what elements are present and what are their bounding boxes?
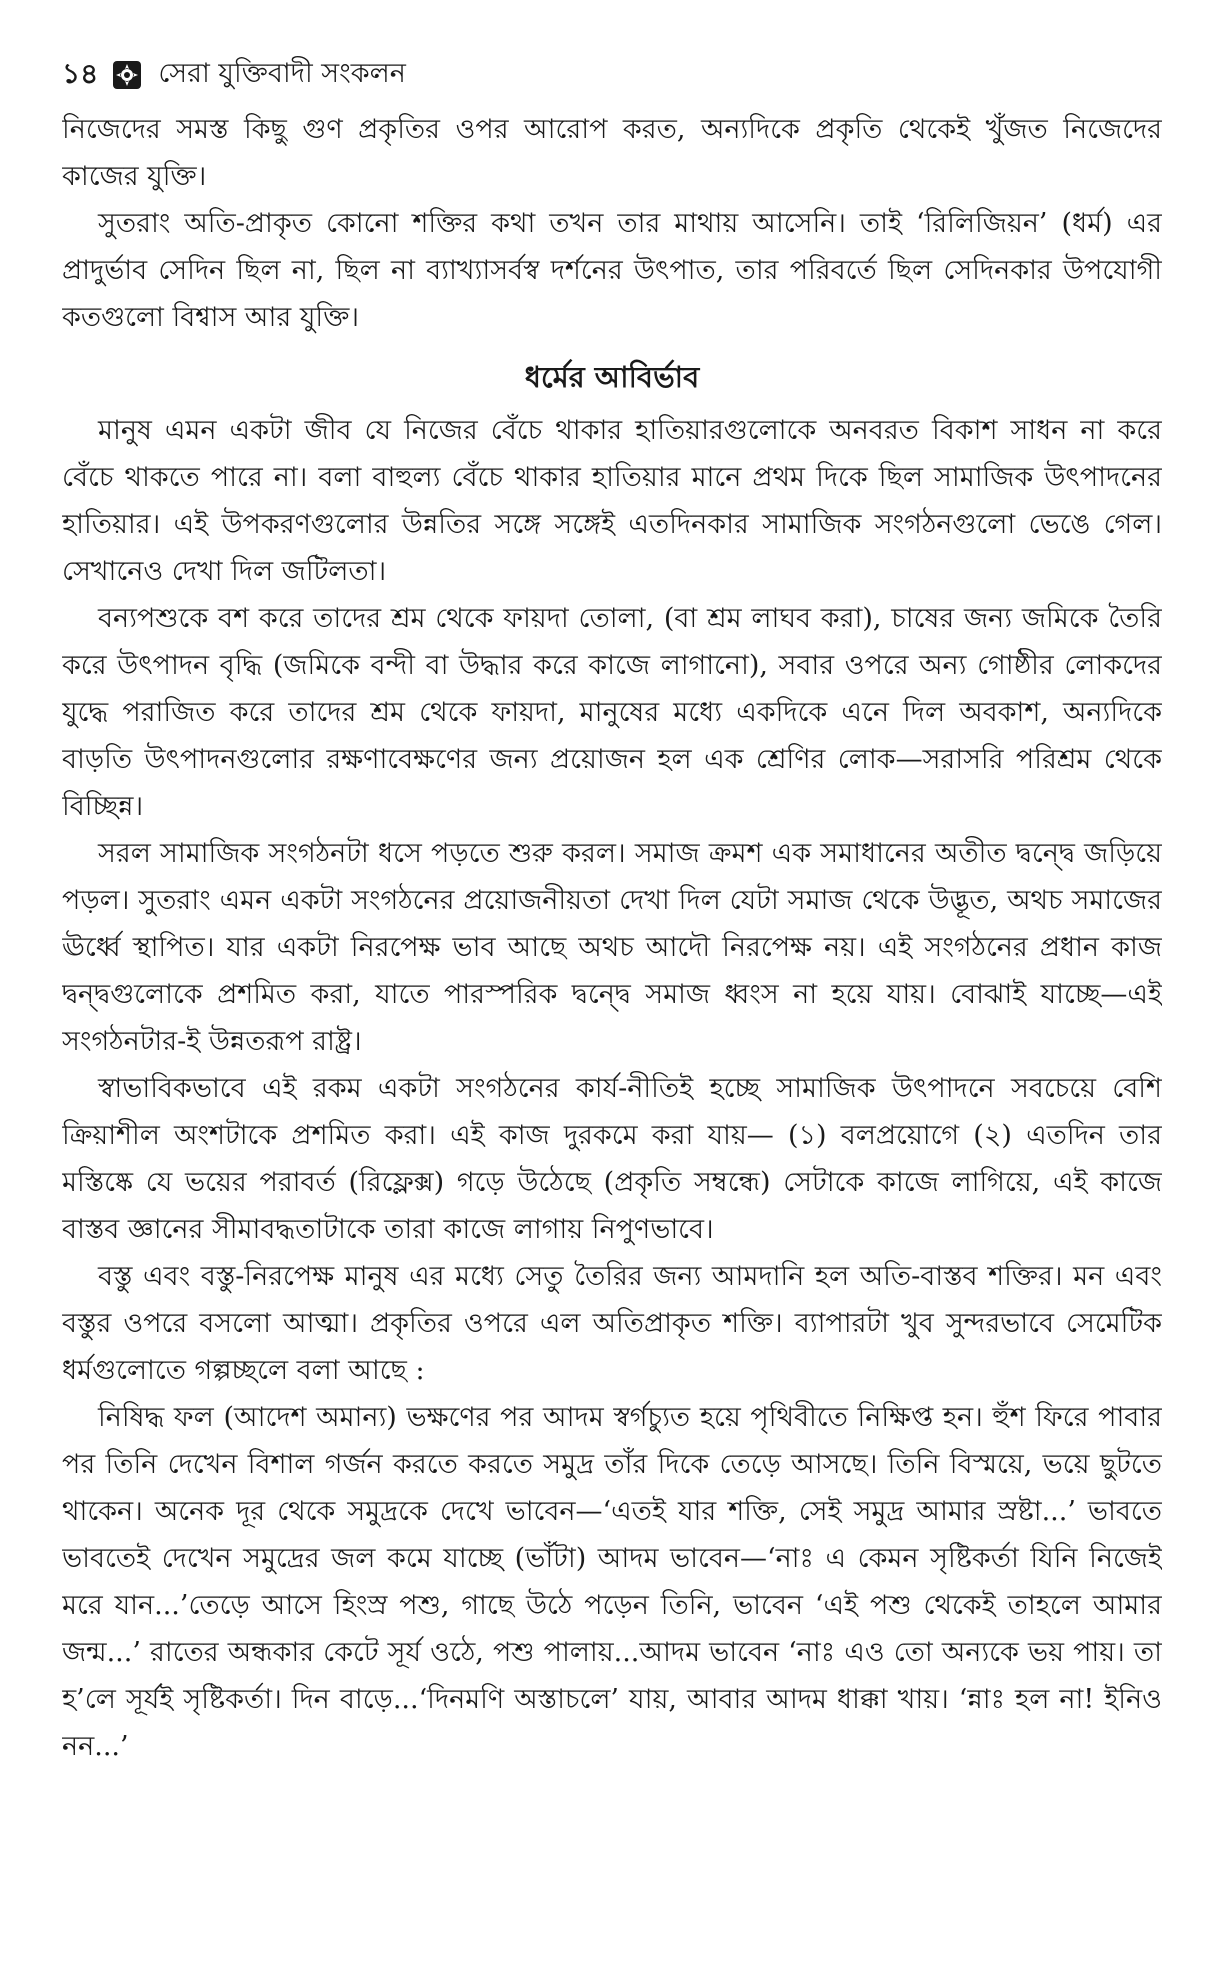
floral-ornament-icon (112, 60, 142, 90)
book-page (62, 50, 1162, 1950)
page-number: ১৪ (62, 56, 99, 90)
paragraph: বন্যপশুকে বশ করে তাদের শ্রম থেকে ফায়দা তোলা, (বা শ্রম লাঘব করা), চাষের জন্য জমিকে তৈরি করে উৎপাদন বৃদ্ধি (জমিকে বন্দী বা উদ্ধার করে কাজে লাগানো), সবার ওপরে অন্য গোষ্ঠীর লোকদের যুদ্ধে পরাজিত করে তাদের শ্রম থেকে ফায়দা, মানুষের মধ্যে একদিকে এনে দিল অবকাশ, অন্যদিকে বাড়তি উৎপাদনগুলোর রক্ষণাবেক্ষণের জন্য প্রয়োজন হল এক শ্রেণির লোক—সরাসরি পরিশ্রম থেকে বিচ্ছিন্ন। (62, 603, 1162, 822)
running-header (62, 50, 1162, 100)
paragraph: নিষিদ্ধ ফল (আদেশ অমান্য) ভক্ষণের পর আদম স্বর্গচ্যুত হয়ে পৃথিবীতে নিক্ষিপ্ত হন। হুঁশ ফিরে পাবার পর তিনি দেখেন বিশাল গর্জন করতে করতে সমুদ্র তাঁর দিকে তেড়ে আসছে। তিনি বিস্ময়ে, ভয়ে ছুটতে থাকেন। অনেক দূর থেকে সমুদ্রকে দেখে ভাবেন—‘এতই যার শক্তি, সেই সমুদ্র আমার স্রষ্টা...’ ভাবতে ভাবতেই দেখেন সমুদ্রের জল কমে যাচ্ছে (ভাঁটা) আদম ভাবেন—‘নাঃ এ কেমন সৃষ্টিকর্তা যিনি নিজেই মরে যান...’তেড়ে আসে হিংস্র পশু, গাছে উঠে পড়েন তিনি, ভাবেন ‘এই পশু থেকেই তাহলে আমার জন্ম...’ রাতের অন্ধকার কেটে সূর্য ওঠে, পশু পালায়...আদম ভাবেন ‘নাঃ এও তো অন্যকে ভয় পায়। তা হ’লে সূর্যই সৃষ্টিকর্তা। দিন বাড়ে...‘দিনমণি অস্তাচলে’ যায়, আবার আদম ধাক্কা খায়। ‘ন্নাঃ হল না! ইনিও নন...’ (62, 1402, 1162, 1762)
paragraph: মানুষ এমন একটা জীব যে নিজের বেঁচে থাকার হাতিয়ারগুলোকে অনবরত বিকাশ সাধন না করে বেঁচে থাকতে পারে না। বলা বাহুল্য বেঁচে থাকার হাতিয়ার মানে প্রথম দিকে ছিল সামাজিক উৎপাদনের হাতিয়ার। এই উপকরণগুলোর উন্নতির সঙ্গে সঙ্গেই এতদিনকার সামাজিক সংগঠনগুলো ভেঙে গেল। সেখানেও দেখা দিল জটিলতা। (62, 415, 1162, 587)
section-heading: ধর্মের আবির্ভাব (524, 360, 700, 394)
book-title: সেরা যুক্তিবাদী সংকলন (158, 57, 406, 89)
paragraph: নিজেদের সমস্ত কিছু গুণ প্রকৃতির ওপর আরোপ করত, অন্যদিকে প্রকৃতি থেকেই খুঁজত নিজেদের কাজের যুক্তি। (62, 114, 1162, 192)
paragraph: সরল সামাজিক সংগঠনটা ধসে পড়তে শুরু করল। সমাজ ক্রমশ এক সমাধানের অতীত দ্বন্দ্বে জড়িয়ে পড়ল। সুতরাং এমন একটা সংগঠনের প্রয়োজনীয়তা দেখা দিল যেটা সমাজ থেকে উদ্ভূত, অথচ সমাজের ঊর্ধ্বে স্থাপিত। যার একটা নিরপেক্ষ ভাব আছে অথচ আদৌ নিরপেক্ষ নয়। এই সংগঠনের প্রধান কাজ দ্বন্দ্বগুলোকে প্রশমিত করা, যাতে পারস্পরিক দ্বন্দ্বে সমাজ ধ্বংস না হয়ে যায়। বোঝাই যাচ্ছে—এই সংগঠনটার-ই উন্নতরূপ রাষ্ট্র। (62, 838, 1162, 1057)
paragraph: বস্তু এবং বস্তু-নিরপেক্ষ মানুষ এর মধ্যে সেতু তৈরির জন্য আমদানি হল অতি-বাস্তব শক্তির। মন এবং বস্তুর ওপরে বসলো আত্মা। প্রকৃতির ওপরে এল অতিপ্রাকৃত শক্তি। ব্যাপারটা খুব সুন্দরভাবে সেমেটিক ধর্মগুলোতে গল্পচ্ছলে বলা আছে : (62, 1261, 1162, 1386)
paragraph: স্বাভাবিকভাবে এই রকম একটা সংগঠনের কার্য-নীতিই হচ্ছে সামাজিক উৎপাদনে সবচেয়ে বেশি ক্রিয়াশীল অংশটাকে প্রশমিত করা। এই কাজ দুরকমে করা যায়— (১) বলপ্রয়োগে (২) এতদিন তার মস্তিষ্কে যে ভয়ের পরাবর্ত (রিফ্লেক্স) গড়ে উঠেছে (প্রকৃতি সম্বন্ধে) সেটাকে কাজে লাগিয়ে, এই কাজে বাস্তব জ্ঞানের সীমাবদ্ধতাটাকে তারা কাজে লাগায় নিপুণভাবে। (62, 1073, 1162, 1245)
paragraph: সুতরাং অতি-প্রাকৃত কোনো শক্তির কথা তখন তার মাথায় আসেনি। তাই ‘রিলিজিয়ন’ (ধর্ম) এর প্রাদুর্ভাব সেদিন ছিল না, ছিল না ব্যাখ্যাসর্বস্ব দর্শনের উৎপাত, তার পরিবর্তে ছিল সেদিনকার উপযোগী কতগুলো বিশ্বাস আর যুক্তি। (62, 208, 1162, 333)
